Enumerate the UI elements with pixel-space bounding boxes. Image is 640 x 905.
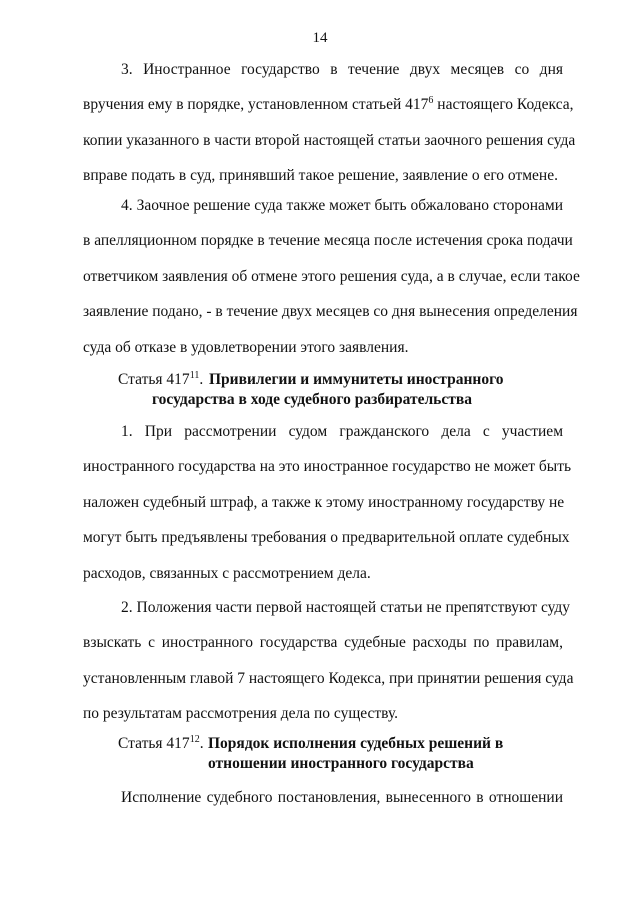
paragraph-line: Исполнение судебного постановления, вынесенного в отношении xyxy=(121,789,563,806)
article-label xyxy=(118,734,204,754)
article-label xyxy=(118,370,203,390)
article-title-line: отношении иностранного государства xyxy=(208,755,474,772)
superscript: 6 xyxy=(428,95,434,107)
article-label-text: Статья 417 xyxy=(118,371,190,388)
paragraph-line: наложен судебный штраф, а также к этому иностранному государству не xyxy=(83,493,565,511)
paragraph-line: 2. Положения части первой настоящей статьи не препятствуют суду xyxy=(121,599,571,616)
paragraph-line: по результатам рассмотрения дела по существу. xyxy=(83,705,399,723)
paragraph-line: 4. Заочное решение суда также может быть обжаловано сторонами xyxy=(121,197,563,214)
paragraph-line: 3. Иностранное государство в течение двух месяцев со дня xyxy=(121,61,563,78)
paragraph-4 xyxy=(83,188,580,365)
article-title-line: Порядок исполнения судебных решений в xyxy=(208,735,504,752)
page-number: 14 xyxy=(312,30,328,46)
paragraph-line: взыскать с иностранного государства судебные расходы по правилам, xyxy=(83,634,563,652)
paragraph-line: могут быть предъявлены требования о предварительной оплате судебных xyxy=(83,529,570,547)
paragraph-line xyxy=(83,87,574,122)
superscript: 11 xyxy=(189,369,200,381)
article-title-line: государства в ходе судебного разбирательства xyxy=(152,391,472,408)
superscript: 12 xyxy=(189,733,200,745)
article-11-paragraph-2 xyxy=(83,590,574,732)
paragraph-line: 1. При рассмотрении судом гражданского дела с участием xyxy=(121,423,563,440)
paragraph-line: в апелляционном порядке в течение месяца после истечения срока подачи xyxy=(83,232,573,250)
paragraph-line: копии указанного в части второй настоящей статьи заочного решения суда xyxy=(83,131,576,149)
article-heading xyxy=(118,734,558,778)
paragraph-line: вправе подать в суд, принявший такое решение, заявление о его отмене. xyxy=(83,167,558,185)
paragraph-line: расходов, связанных с рассмотрением дела. xyxy=(83,564,371,582)
paragraph-line-text: настоящего Кодекса, xyxy=(433,96,574,114)
paragraph-line: иностранного государства на это иностранное государство не может быть xyxy=(83,458,572,476)
paragraph-line: ответчиком заявления об отмене этого решения суда, а в случае, если такое xyxy=(83,267,580,285)
article-label-text: . xyxy=(199,735,204,752)
article-label-text: Статья 417 xyxy=(118,735,190,752)
paragraph-3 xyxy=(83,52,576,194)
article-11-paragraph-1 xyxy=(83,414,572,591)
paragraph-line-text: вручения ему в порядке, установленном статьей 417 xyxy=(83,96,429,114)
paragraph-line: заявление подано, - в течение двух месяцев со дня вынесения определения xyxy=(83,303,578,321)
article-12-paragraph-1 xyxy=(83,780,563,815)
article-heading xyxy=(118,370,558,414)
paragraph-line: установленным главой 7 настоящего Кодекса, при принятии решения суда xyxy=(83,669,574,687)
article-title-line: Привилегии и иммунитеты иностранного xyxy=(209,371,504,388)
paragraph-line: суда об отказе в удовлетворении этого заявления. xyxy=(83,338,409,356)
article-label-text: . xyxy=(199,371,204,388)
